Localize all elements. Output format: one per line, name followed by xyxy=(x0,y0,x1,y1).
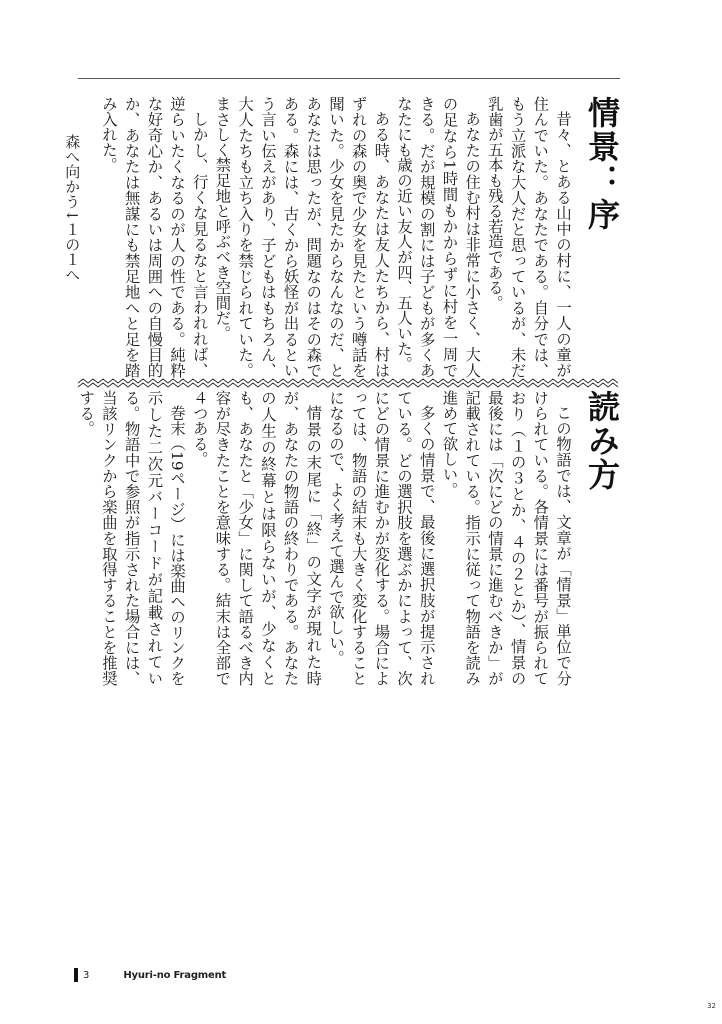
how-to-read-paragraph: 情景の末尾に「終」の文字が現れた時が、あなたの物語の終わりである。あなたの人生の終幕とは限らないが、少なくとも、あなたと「少女」に関して語るべき内容が尽きたことを意味する。結末は全部で４つある。 xyxy=(190,390,323,686)
section-title-how-to-read: 読み方 xyxy=(583,390,621,492)
how-to-read-paragraph: 巻末（19ページ）には楽曲へのリンクを示した二次元バーコードが記載されている。物語中で参照が指示された場合には、当該リンクから楽曲を取得することを推奨する。 xyxy=(77,390,187,686)
how-to-read-paragraph: 多くの情景で、最後に選択肢が提示されている。どの選択肢を選ぶかによって、次にどの情景に進むかが変化する。場合によっては、物語の結末も大きく変化することになるので、よく考えて選んで欲しい。 xyxy=(326,390,436,686)
next-scene-instruction: 森へ向かう↓１の１へ xyxy=(63,134,82,282)
section-title-prologue: 情景：序 xyxy=(583,96,621,232)
page-footer xyxy=(74,966,226,984)
how-to-read-body xyxy=(75,390,574,686)
section-how-to-read xyxy=(70,390,622,686)
top-rule xyxy=(78,78,620,79)
prologue-body xyxy=(97,96,574,378)
footer-brand: Hyuri-no Fragment xyxy=(123,969,227,981)
corner-mark: 32 xyxy=(707,1002,716,1010)
page-number: 3 xyxy=(83,969,90,981)
prologue-paragraph: しかし、行くな見るなと言われれば、逆らいたくなるのが人の性である。純粋な好奇心か、あるいは周囲への自慢目的か、あなたは無謀にも禁足地へと足を踏み入れた。 xyxy=(99,96,209,378)
prologue-paragraph: 昔々、とある山中の村に、一人の童が住んでいた。あなたである。自分では、もう立派な大人だと思っているが、未だ乳歯が五本も残る若造である。 xyxy=(485,96,572,378)
how-to-read-paragraph: この物語では、文章が「情景」単位で分けられている。各情景には番号が振られており（１の３とか、４の２とか）、情景の最後には「次にどの情景に進むべきか」が記載されている。指示に従って物語を読み進めて欲しい。 xyxy=(440,390,572,686)
footer-bar xyxy=(74,968,78,982)
prologue-paragraph: あなたの住む村は非常に小さく、大人の足なら1時間もかからずに村を一周できる。だが規模の割には子どもが多くあなたにも歳の近い友人が四、五人いた。 xyxy=(395,96,482,378)
section-prologue xyxy=(63,96,622,378)
zigzag-divider xyxy=(78,378,620,388)
prologue-paragraph: ある時、あなたは友人たちから、村はずれの森の奥で少女を見たという噂話を聞いた。少女を見たからなんなのだ、とあなたは思ったが、問題なのはその森である。森には、古くから妖怪が出るという言い伝えがあり、子どもはもちろん、大人たちも立ち入りを禁じられていた。まさしく禁足地と呼ぶべき空間だ。 xyxy=(213,96,391,378)
